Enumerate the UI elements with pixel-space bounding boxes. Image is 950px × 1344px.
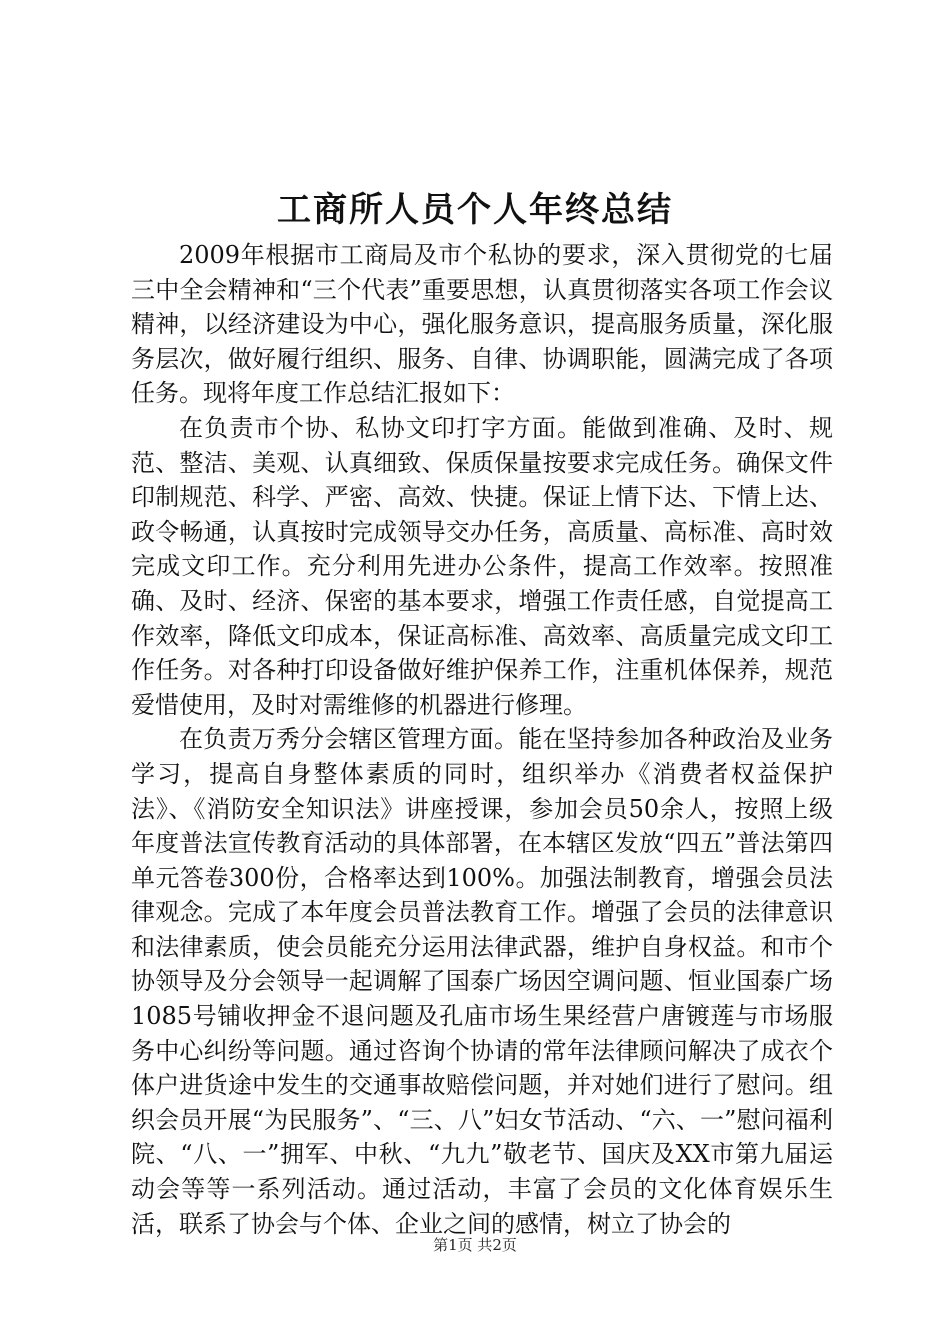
document-title: 工商所人员个人年终总结 (277, 190, 673, 230)
paragraph-district-management: 在负责万秀分会辖区管理方面。能在坚持参加各种政治及业务学习，提高自身整体素质的同时，组织举办《消费者权益保护法》、《消防安全知识法》讲座授课，参加会员50余人，按照上级年度普法宣传教育活动的具体部署，在本辖区发放“四五”普法第四单元答卷300份，合格率达到100%。加强法制教育，增强会员法律观念。完成了本年度会员普法教育工作。增强了会员的法律意识和法律素质，使会员能充分运用法律武器，维护自身权益。和市个协领导及分会领导一起调解了国泰广场因空调问题、恒业国泰广场1085号铺收押金不退问题及孔庙市场生果经营户唐镀莲与市场服务中心纠纷等问题。通过咨询个协请的常年法律顾问解决了成衣个体户进货途中发生的交通事故赔偿问题，并对她们进行了慰问。组织会员开展“为民服务”、“三、八”妇女节活动、“六、一”慰问福利院、“八、一”拥军、中秋、“九九”敬老节、国庆及XX市第九届运动会等等一系列活动。通过活动，丰富了会员的文化体育娱乐生活，联系了协会与个体、企业之间的感情，树立了协会的 (131, 725, 833, 1238)
page-number-footer: 第1页 共2页 (433, 1236, 517, 1254)
paragraph-typing-work: 在负责市个协、私协文印打字方面。能做到准确、及时、规范、整洁、美观、认真细致、保质保量按要求完成任务。确保文件印制规范、科学、严密、高效、快捷。保证上情下达、下情上达、政令畅通，认真按时完成领导交办任务，高质量、高标准、高时效完成文印工作。充分利用先进办公条件，提高工作效率。按照准确、及时、经济、保密的基本要求，增强工作责任感，自觉提高工作效率，降低文印成本，保证高标准、高效率、高质量完成文印工作任务。对各种打印设备做好维护保养工作，注重机体保养，规范爱惜使用，及时对需维修的机器进行修理。 (131, 413, 833, 719)
paragraph-intro: 2009年根据市工商局及市个私协的要求，深入贯彻党的七届三中全会精神和“三个代表”重要思想，认真贯彻落实各项工作会议精神，以经济建设为中心，强化服务意识，提高服务质量，深化服务层次，做好履行组织、服务、自律、协调职能，圆满完成了各项任务。现将年度工作总结汇报如下： (131, 241, 833, 408)
document-body (131, 238, 833, 1241)
